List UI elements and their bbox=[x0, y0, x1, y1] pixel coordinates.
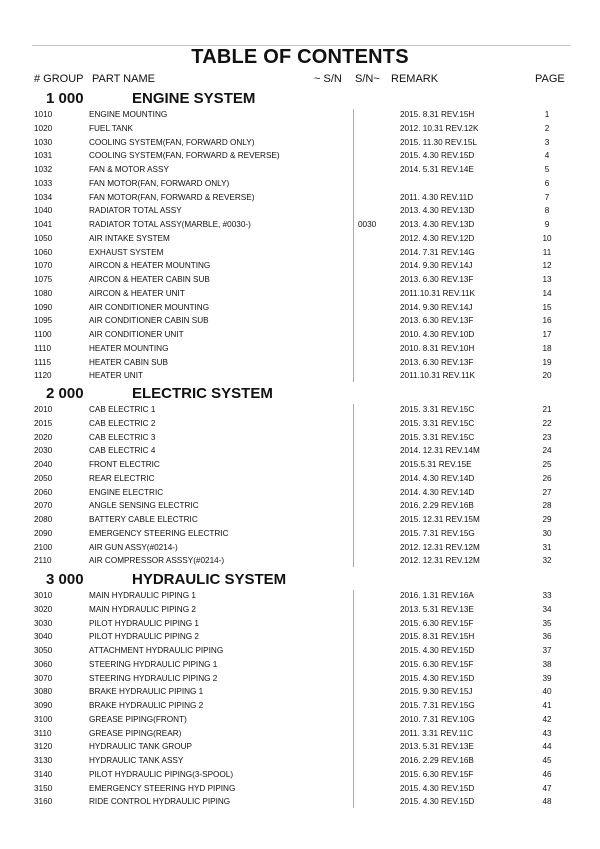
part-name: BRAKE HYDRAULIC PIPING 2 bbox=[89, 701, 204, 710]
revision-remark: 2013. 5.31 REV.13E bbox=[400, 742, 474, 752]
revision-remark: 2010. 8.31 REV.10H bbox=[400, 343, 475, 353]
revision-remark: 2015.5.31 REV.15E bbox=[400, 460, 472, 469]
revision-remark: 2015. 4.30 REV.15D bbox=[400, 797, 475, 807]
section-header bbox=[0, 385, 600, 405]
part-name: AIR CONDITIONER UNIT bbox=[89, 330, 184, 339]
toc-row[interactable] bbox=[0, 589, 600, 603]
page-number[interactable]: 2 bbox=[544, 123, 550, 133]
part-code: 1090 bbox=[34, 302, 53, 312]
section-name: ENGINE SYSTEM bbox=[132, 90, 256, 107]
part-name: FRONT ELECTRIC bbox=[89, 460, 160, 469]
page-number[interactable]: 9 bbox=[544, 220, 550, 229]
part-name: CAB ELECTRIC 4 bbox=[89, 446, 156, 456]
section-number: 1 000 bbox=[46, 90, 84, 107]
page-number[interactable]: 29 bbox=[542, 515, 552, 524]
part-name: AIRCON & HEATER UNIT bbox=[89, 288, 185, 298]
toc-row[interactable] bbox=[0, 204, 600, 218]
page-number[interactable]: 26 bbox=[542, 473, 552, 483]
toc-row[interactable] bbox=[0, 672, 600, 686]
serial-column-divider bbox=[353, 590, 354, 808]
column-header-sn-to: ~ S/N bbox=[314, 73, 342, 85]
revision-remark: 2015. 4.30 REV.15D bbox=[400, 783, 475, 793]
page-number[interactable]: 25 bbox=[542, 460, 552, 469]
part-name: AIR CONDITIONER MOUNTING bbox=[89, 302, 210, 312]
toc-row[interactable] bbox=[0, 177, 600, 191]
part-name: FAN MOTOR(FAN, FORWARD ONLY) bbox=[89, 178, 230, 188]
page-number[interactable]: 7 bbox=[544, 192, 550, 202]
part-code: 3120 bbox=[34, 742, 53, 752]
page-number[interactable]: 11 bbox=[542, 247, 552, 257]
part-name: AIRCON & HEATER CABIN SUB bbox=[89, 275, 210, 284]
part-name: CAB ELECTRIC 1 bbox=[89, 405, 156, 414]
revision-remark: 2014. 12.31 REV.14M bbox=[400, 446, 480, 456]
toc-row[interactable] bbox=[0, 342, 600, 356]
toc-row[interactable] bbox=[0, 727, 600, 741]
revision-remark: 2012. 4.30 REV.12D bbox=[400, 233, 475, 243]
part-name: ENGINE MOUNTING bbox=[89, 110, 168, 119]
part-code: 3160 bbox=[34, 797, 53, 807]
revision-remark: 2012. 12.31 REV.12M bbox=[400, 556, 480, 566]
page-number[interactable]: 17 bbox=[542, 330, 552, 339]
revision-remark: 2012. 12.31 REV.12M bbox=[400, 542, 480, 552]
part-code: 2010 bbox=[34, 405, 53, 414]
page-number[interactable]: 34 bbox=[542, 604, 552, 614]
part-name: FUEL TANK bbox=[89, 123, 133, 133]
section-name: HYDRAULIC SYSTEM bbox=[132, 571, 287, 588]
part-name: HEATER MOUNTING bbox=[89, 343, 169, 353]
toc-row[interactable] bbox=[0, 314, 600, 328]
part-name: MAIN HYDRAULIC PIPING 2 bbox=[89, 604, 196, 614]
part-code: 2030 bbox=[34, 446, 53, 456]
part-code: 3130 bbox=[34, 756, 53, 765]
page-title: TABLE OF CONTENTS bbox=[191, 46, 409, 68]
part-name: BATTERY CABLE ELECTRIC bbox=[89, 515, 198, 524]
page-number[interactable]: 19 bbox=[542, 357, 552, 367]
part-code: 3090 bbox=[34, 701, 53, 710]
part-name: ANGLE SENSING ELECTRIC bbox=[89, 501, 199, 511]
part-code: 2040 bbox=[34, 460, 53, 469]
page-number[interactable]: 24 bbox=[542, 446, 552, 456]
part-code: 1033 bbox=[34, 178, 53, 188]
part-name: HYDRAULIC TANK ASSY bbox=[89, 756, 184, 765]
revision-remark: 2013. 5.31 REV.13E bbox=[400, 604, 474, 614]
serial-column-divider bbox=[353, 109, 354, 382]
part-name: AIR GUN ASSY(#0214-) bbox=[89, 542, 178, 552]
part-name: RADIATOR TOTAL ASSY bbox=[89, 206, 182, 216]
part-code: 1041 bbox=[34, 220, 53, 229]
toc-row[interactable] bbox=[0, 754, 600, 768]
toc-row[interactable] bbox=[0, 617, 600, 631]
toc-row[interactable] bbox=[0, 287, 600, 301]
section-name: ELECTRIC SYSTEM bbox=[132, 385, 273, 402]
revision-remark: 2013. 6.30 REV.13F bbox=[400, 357, 474, 367]
part-code: 2015 bbox=[34, 418, 53, 428]
toc-row[interactable] bbox=[0, 122, 600, 136]
part-code: 3040 bbox=[34, 632, 53, 642]
part-code: 3080 bbox=[34, 687, 53, 697]
page-number[interactable]: 28 bbox=[542, 501, 552, 511]
part-name: ATTACHMENT HYDRAULIC PIPING bbox=[89, 646, 224, 655]
page-number[interactable]: 1 bbox=[544, 110, 550, 119]
page-number[interactable]: 5 bbox=[544, 165, 550, 174]
part-code: 1080 bbox=[34, 288, 53, 298]
section-header bbox=[0, 571, 600, 591]
section-number: 2 000 bbox=[46, 385, 84, 402]
part-code: 1020 bbox=[34, 123, 53, 133]
toc-row[interactable] bbox=[0, 259, 600, 273]
revision-remark: 2010. 7.31 REV.10G bbox=[400, 714, 475, 724]
toc-row[interactable] bbox=[0, 136, 600, 150]
part-name: REAR ELECTRIC bbox=[89, 473, 155, 483]
part-name: CAB ELECTRIC 2 bbox=[89, 418, 156, 428]
part-code: 2110 bbox=[34, 556, 52, 566]
toc-row[interactable] bbox=[0, 431, 600, 445]
revision-remark: 2011. 4.30 REV.11D bbox=[400, 192, 474, 202]
toc-row[interactable] bbox=[0, 740, 600, 754]
part-name: HYDRAULIC TANK GROUP bbox=[89, 742, 192, 752]
part-name: PILOT HYDRAULIC PIPING 2 bbox=[89, 632, 199, 642]
page-number[interactable]: 30 bbox=[542, 528, 552, 538]
toc-row[interactable] bbox=[0, 541, 600, 555]
part-name: BRAKE HYDRAULIC PIPING 1 bbox=[89, 687, 204, 697]
toc-row[interactable] bbox=[0, 499, 600, 513]
part-code: 3020 bbox=[34, 604, 53, 614]
part-code: 3030 bbox=[34, 618, 53, 628]
page-number[interactable]: 18 bbox=[542, 343, 552, 353]
revision-remark: 2015. 6.30 REV.15F bbox=[400, 618, 474, 628]
revision-remark: 2014. 5.31 REV.14E bbox=[400, 165, 474, 174]
page-number[interactable]: 41 bbox=[542, 701, 552, 710]
revision-remark: 2014. 4.30 REV.14D bbox=[400, 473, 475, 483]
page-number[interactable]: 48 bbox=[542, 797, 552, 807]
page-number[interactable]: 44 bbox=[542, 742, 552, 752]
part-name: GREASE PIPING(FRONT) bbox=[89, 714, 187, 724]
revision-remark: 2013. 6.30 REV.13F bbox=[400, 275, 474, 284]
part-name: STEERING HYDRAULIC PIPING 2 bbox=[89, 673, 218, 683]
toc-row[interactable] bbox=[0, 768, 600, 782]
part-name: PILOT HYDRAULIC PIPING 1 bbox=[89, 618, 199, 628]
part-name: FAN & MOTOR ASSY bbox=[89, 165, 169, 174]
revision-remark: 2014. 4.30 REV.14D bbox=[400, 487, 475, 497]
column-header-sn-from: S/N~ bbox=[355, 73, 380, 85]
toc-row[interactable] bbox=[0, 630, 600, 644]
page-number[interactable]: 47 bbox=[542, 783, 552, 793]
revision-remark: 2015. 8.31 REV.15H bbox=[400, 632, 475, 642]
page-number[interactable]: 22 bbox=[542, 418, 552, 428]
part-code: 1070 bbox=[34, 261, 53, 271]
page-number[interactable]: 12 bbox=[542, 261, 552, 271]
part-name: MAIN HYDRAULIC PIPING 1 bbox=[89, 591, 196, 600]
toc-row[interactable] bbox=[0, 232, 600, 246]
toc-row[interactable] bbox=[0, 782, 600, 796]
page-number[interactable]: 23 bbox=[542, 432, 552, 442]
revision-remark: 2015. 3.31 REV.15C bbox=[400, 432, 475, 442]
toc-row[interactable] bbox=[0, 273, 600, 287]
revision-remark: 2014. 7.31 REV.14G bbox=[400, 247, 475, 257]
part-code: 2020 bbox=[34, 432, 53, 442]
toc-row[interactable] bbox=[0, 417, 600, 431]
part-name: HEATER UNIT bbox=[89, 371, 143, 381]
revision-remark: 2015. 6.30 REV.15F bbox=[400, 769, 474, 779]
page-number[interactable]: 10 bbox=[542, 233, 552, 243]
part-name: HEATER CABIN SUB bbox=[89, 357, 169, 367]
part-name: COOLING SYSTEM(FAN, FORWARD ONLY) bbox=[89, 137, 255, 147]
toc-row[interactable] bbox=[0, 356, 600, 370]
toc-row[interactable] bbox=[0, 108, 600, 122]
revision-remark: 2016. 2.29 REV.16B bbox=[400, 501, 474, 511]
revision-remark: 2016. 2.29 REV.16B bbox=[400, 756, 474, 765]
page-number[interactable]: 27 bbox=[542, 487, 552, 497]
revision-remark: 2013. 4.30 REV.13D bbox=[400, 206, 475, 216]
revision-remark: 2015. 12.31 REV.15M bbox=[400, 515, 480, 524]
revision-remark: 2015. 3.31 REV.15C bbox=[400, 405, 475, 414]
toc-row[interactable] bbox=[0, 685, 600, 699]
column-header-page: PAGE bbox=[535, 73, 565, 85]
revision-remark: 2011. 3.31 REV.11C bbox=[400, 728, 474, 738]
toc-row[interactable] bbox=[0, 218, 600, 232]
toc-row[interactable] bbox=[0, 513, 600, 527]
page-number[interactable]: 8 bbox=[544, 206, 550, 216]
revision-remark: 2015. 6.30 REV.15F bbox=[400, 659, 474, 669]
page-number[interactable]: 36 bbox=[542, 632, 552, 642]
revision-remark: 2015. 4.30 REV.15D bbox=[400, 673, 475, 683]
page-number[interactable]: 37 bbox=[542, 646, 552, 655]
page-number[interactable]: 13 bbox=[542, 275, 552, 284]
serial-column-divider bbox=[353, 404, 354, 567]
toc-row[interactable] bbox=[0, 191, 600, 205]
toc-row[interactable] bbox=[0, 795, 600, 809]
revision-remark: 2015. 7.31 REV.15G bbox=[400, 701, 475, 710]
part-name: ENGINE ELECTRIC bbox=[89, 487, 164, 497]
page-number[interactable]: 20 bbox=[542, 371, 552, 381]
toc-row[interactable] bbox=[0, 603, 600, 617]
toc-row[interactable] bbox=[0, 644, 600, 658]
revision-remark: 2015. 4.30 REV.15D bbox=[400, 646, 475, 655]
page-number[interactable]: 35 bbox=[542, 618, 552, 628]
revision-remark: 2015. 11.30 REV.15L bbox=[400, 137, 477, 147]
revision-remark: 2013. 4.30 REV.13D bbox=[400, 220, 475, 229]
part-code: 2100 bbox=[34, 542, 53, 552]
section-header bbox=[0, 90, 600, 110]
page-number[interactable]: 3 bbox=[544, 137, 550, 147]
toc-row[interactable] bbox=[0, 486, 600, 500]
revision-remark: 2013. 6.30 REV.13F bbox=[400, 316, 474, 326]
serial-number: 0030 bbox=[358, 220, 377, 229]
part-code: 3010 bbox=[34, 591, 53, 600]
part-code: 2070 bbox=[34, 501, 53, 511]
toc-row[interactable] bbox=[0, 527, 600, 541]
part-code: 1120 bbox=[34, 371, 52, 381]
page-number[interactable]: 31 bbox=[542, 542, 552, 552]
part-code: 3110 bbox=[34, 728, 52, 738]
page-number[interactable]: 15 bbox=[542, 302, 552, 312]
toc-row[interactable] bbox=[0, 458, 600, 472]
part-code: 1010 bbox=[34, 110, 53, 119]
part-name: PILOT HYDRAULIC PIPING(3-SPOOL) bbox=[89, 769, 234, 779]
revision-remark: 2012. 10.31 REV.12K bbox=[400, 123, 479, 133]
part-name: AIRCON & HEATER MOUNTING bbox=[89, 261, 211, 271]
revision-remark: 2015. 7.31 REV.15G bbox=[400, 528, 475, 538]
section-number: 3 000 bbox=[46, 571, 84, 588]
column-header-part-name: PART NAME bbox=[92, 73, 155, 85]
part-name: RIDE CONTROL HYDRAULIC PIPING bbox=[89, 797, 231, 807]
part-code: 3070 bbox=[34, 673, 53, 683]
page-number[interactable]: 14 bbox=[542, 288, 552, 298]
part-code: 1050 bbox=[34, 233, 53, 243]
toc-row[interactable] bbox=[0, 403, 600, 417]
part-code: 2080 bbox=[34, 515, 53, 524]
part-code: 1110 bbox=[34, 343, 51, 353]
page-number[interactable]: 16 bbox=[542, 316, 552, 326]
part-code: 3100 bbox=[34, 714, 53, 724]
part-code: 1040 bbox=[34, 206, 53, 216]
part-code: 1030 bbox=[34, 137, 53, 147]
revision-remark: 2011.10.31 REV.11K bbox=[400, 288, 475, 298]
revision-remark: 2015. 4.30 REV.15D bbox=[400, 151, 475, 161]
toc-row[interactable] bbox=[0, 472, 600, 486]
part-code: 1031 bbox=[34, 151, 53, 161]
page-number[interactable]: 33 bbox=[542, 591, 552, 600]
part-code: 1100 bbox=[34, 330, 52, 339]
part-code: 2050 bbox=[34, 473, 53, 483]
part-code: 1032 bbox=[34, 165, 53, 174]
part-code: 1115 bbox=[34, 357, 51, 367]
part-name: EMERGENCY STEERING HYD PIPING bbox=[89, 783, 236, 793]
toc-row[interactable] bbox=[0, 699, 600, 713]
part-name: GREASE PIPING(REAR) bbox=[89, 728, 182, 738]
revision-remark: 2016. 1.31 REV.16A bbox=[400, 591, 474, 600]
toc-row[interactable] bbox=[0, 328, 600, 342]
revision-remark: 2014. 9.30 REV.14J bbox=[400, 302, 473, 312]
toc-row[interactable] bbox=[0, 554, 600, 568]
page-number[interactable]: 6 bbox=[544, 178, 550, 188]
part-name: FAN MOTOR(FAN, FORWARD & REVERSE) bbox=[89, 192, 255, 202]
part-code: 3150 bbox=[34, 783, 53, 793]
revision-remark: 2015. 9.30 REV.15J bbox=[400, 687, 473, 697]
revision-remark: 2010. 4.30 REV.10D bbox=[400, 330, 475, 339]
part-code: 1075 bbox=[34, 275, 53, 284]
column-header-group: # GROUP bbox=[34, 73, 84, 85]
part-code: 3140 bbox=[34, 769, 53, 779]
part-code: 2060 bbox=[34, 487, 53, 497]
part-code: 2090 bbox=[34, 528, 53, 538]
toc-row[interactable] bbox=[0, 149, 600, 163]
part-code: 1034 bbox=[34, 192, 53, 202]
toc-row[interactable] bbox=[0, 713, 600, 727]
part-name: AIR CONDITIONER CABIN SUB bbox=[89, 316, 209, 326]
toc-row[interactable] bbox=[0, 301, 600, 315]
part-name: COOLING SYSTEM(FAN, FORWARD & REVERSE) bbox=[89, 151, 280, 161]
part-name: AIR COMPRESSOR ASSSY(#0214-) bbox=[89, 556, 225, 566]
page-number[interactable]: 46 bbox=[542, 769, 552, 779]
part-name: AIR INTAKE SYSTEM bbox=[89, 233, 170, 243]
part-name: EMERGENCY STEERING ELECTRIC bbox=[89, 528, 229, 538]
page-number[interactable]: 38 bbox=[542, 659, 552, 669]
page-number[interactable]: 40 bbox=[542, 687, 552, 697]
page-number[interactable]: 21 bbox=[542, 405, 552, 414]
part-code: 3060 bbox=[34, 659, 53, 669]
page-number[interactable]: 4 bbox=[544, 151, 550, 161]
page-number[interactable]: 39 bbox=[542, 673, 552, 683]
part-code: 1060 bbox=[34, 247, 53, 257]
page-number[interactable]: 43 bbox=[542, 728, 552, 738]
toc-row[interactable] bbox=[0, 369, 600, 383]
toc-row[interactable] bbox=[0, 658, 600, 672]
revision-remark: 2015. 8.31 REV.15H bbox=[400, 110, 475, 119]
toc-row[interactable] bbox=[0, 163, 600, 177]
page-number[interactable]: 45 bbox=[542, 756, 552, 765]
page-number[interactable]: 42 bbox=[542, 714, 552, 724]
page-number[interactable]: 32 bbox=[542, 556, 552, 566]
part-name: CAB ELECTRIC 3 bbox=[89, 432, 156, 442]
part-name: RADIATOR TOTAL ASSY(MARBLE, #0030-) bbox=[89, 220, 251, 229]
part-code: 1095 bbox=[34, 316, 53, 326]
revision-remark: 2015. 3.31 REV.15C bbox=[400, 418, 475, 428]
toc-row[interactable] bbox=[0, 246, 600, 260]
revision-remark: 2011.10.31 REV.11K bbox=[400, 371, 475, 381]
part-name: EXHAUST SYSTEM bbox=[89, 247, 164, 257]
toc-row[interactable] bbox=[0, 444, 600, 458]
part-name: STEERING HYDRAULIC PIPING 1 bbox=[89, 659, 218, 669]
revision-remark: 2014. 9.30 REV.14J bbox=[400, 261, 473, 271]
column-header-remark: REMARK bbox=[391, 73, 439, 85]
part-code: 3050 bbox=[34, 646, 53, 655]
